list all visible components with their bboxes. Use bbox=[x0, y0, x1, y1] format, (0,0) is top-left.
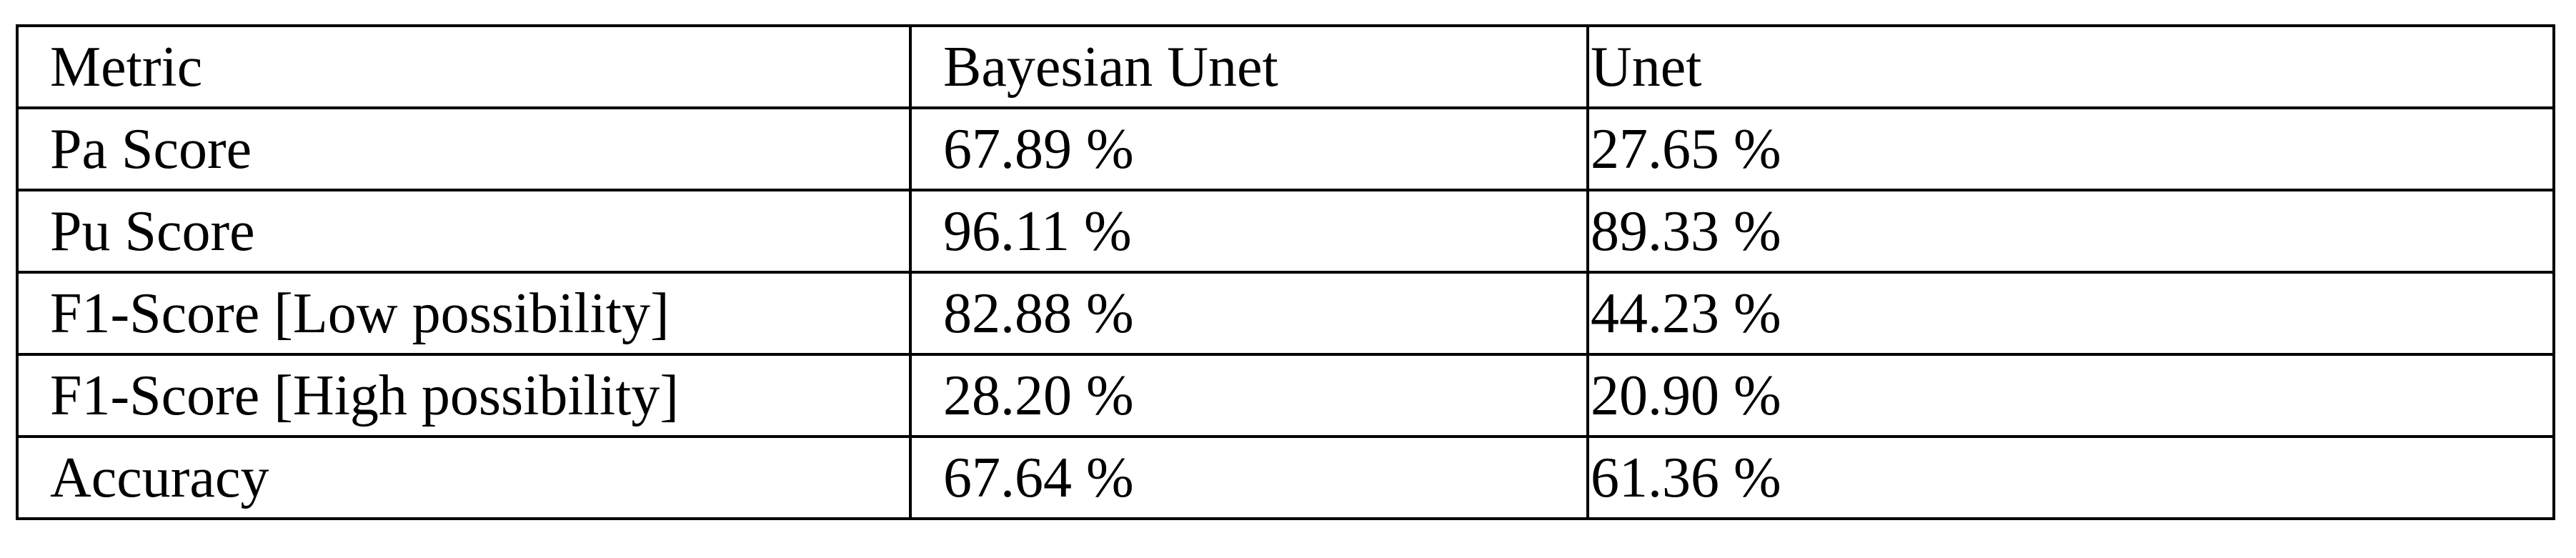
unet-value-cell: 61.36 % bbox=[1588, 437, 2554, 519]
unet-value-cell: 20.90 % bbox=[1588, 354, 2554, 437]
bayesian-unet-value-cell: 28.20 % bbox=[910, 354, 1588, 437]
table-row bbox=[17, 108, 2554, 190]
metric-name-cell: F1-Score [Low possibility] bbox=[17, 272, 910, 354]
table-row bbox=[17, 354, 2554, 437]
metric-name-cell: Pa Score bbox=[17, 108, 910, 190]
table-row bbox=[17, 437, 2554, 519]
bayesian-unet-value-cell: 96.11 % bbox=[910, 190, 1588, 272]
bayesian-unet-value-cell: 67.64 % bbox=[910, 437, 1588, 519]
header-unet: Unet bbox=[1588, 26, 2554, 108]
header-metric: Metric bbox=[17, 26, 910, 108]
table-row bbox=[17, 190, 2554, 272]
unet-value-cell: 27.65 % bbox=[1588, 108, 2554, 190]
metric-name-cell: Pu Score bbox=[17, 190, 910, 272]
metric-name-cell: Accuracy bbox=[17, 437, 910, 519]
header-bayesian-unet: Bayesian Unet bbox=[910, 26, 1588, 108]
table-row bbox=[17, 272, 2554, 354]
unet-value-cell: 89.33 % bbox=[1588, 190, 2554, 272]
bayesian-unet-value-cell: 67.89 % bbox=[910, 108, 1588, 190]
metric-name-cell: F1-Score [High possibility] bbox=[17, 354, 910, 437]
unet-value-cell: 44.23 % bbox=[1588, 272, 2554, 354]
bayesian-unet-value-cell: 82.88 % bbox=[910, 272, 1588, 354]
metrics-comparison-table bbox=[16, 24, 2555, 520]
table-header-row bbox=[17, 26, 2554, 108]
